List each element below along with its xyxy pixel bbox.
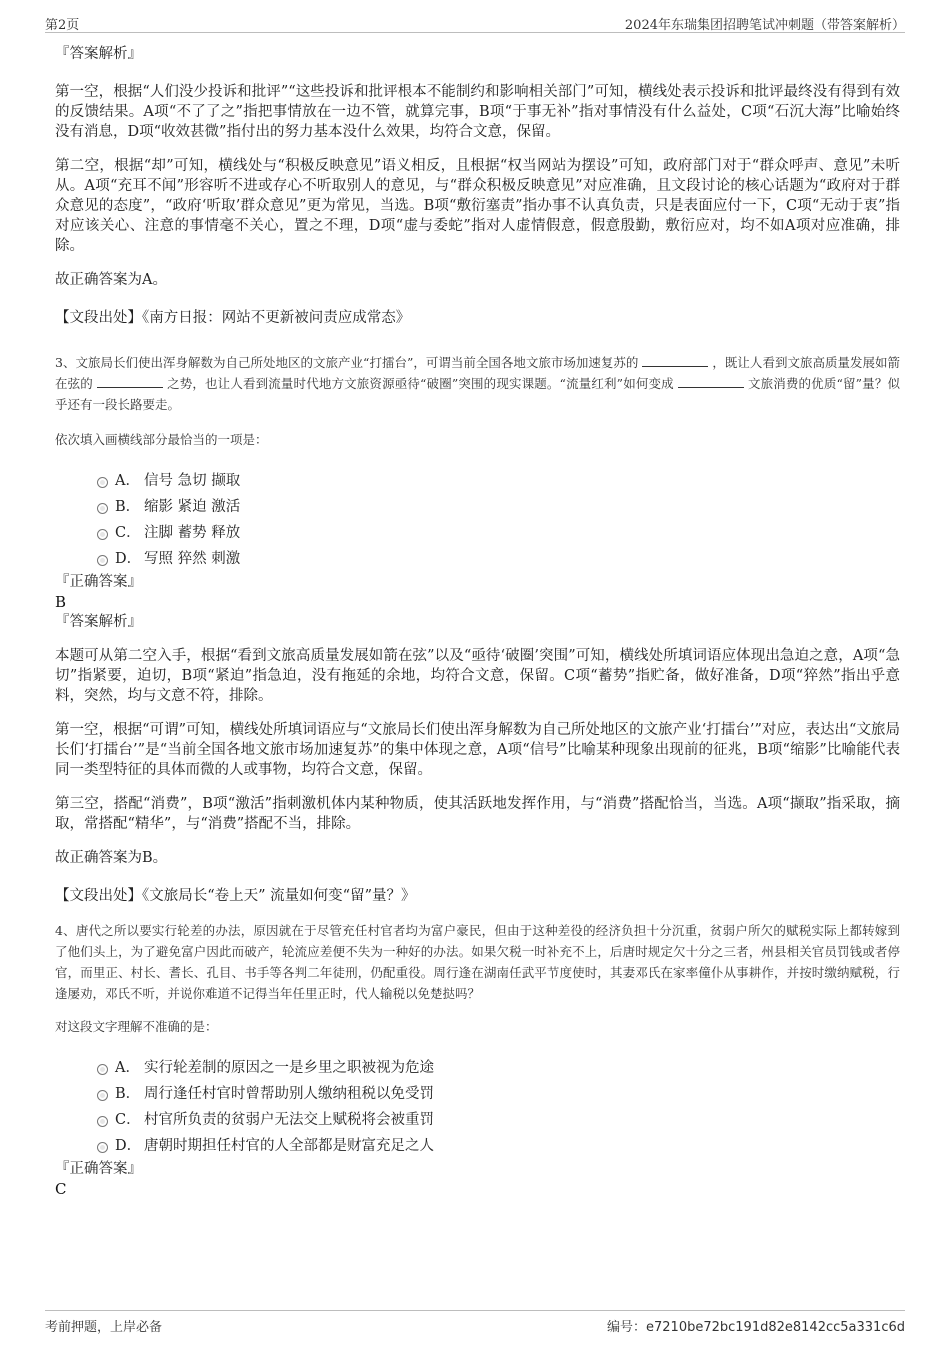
analysis-paragraph: 第二空，根据“却”可知，横线处与“积极反映意见”语义相反，且根据“权当网站为摆设”可知，政府部门对于“群众呼声、意见”未听从。A项“充耳不闻”形容听不进或存心不听取别人的意见，与“群众积极反映意见”对应准确，且文段讨论的核心话题为“政府对于群众意见的态度”，“政府‘听取’群众意见”更为常见，当选。B项“敷衍塞责”指办事不认真负责，只是表面应付一下，C项“无动于衷”指对应该关心、注意的事情毫不关心，置之不理，D项“虚与委蛇”指对人虚情假意，假意殷勤，敷衍应对，均不如A项对应准确，排除。 bbox=[55, 158, 900, 254]
correct-answer-value: B bbox=[55, 593, 67, 611]
fill-blank bbox=[678, 375, 744, 388]
source-citation: 【文段出处】《文旅局长“卷上天” 流量如何变“留”量？》 bbox=[55, 888, 416, 904]
radio-button-icon[interactable] bbox=[97, 477, 108, 488]
option-b[interactable]: B． 周行逢任村官时曾帮助别人缴纳租税以免受罚 bbox=[97, 1081, 900, 1107]
page-content bbox=[55, 44, 900, 1199]
radio-button-icon[interactable] bbox=[97, 1116, 108, 1127]
analysis-paragraph: 本题可从第二空入手，根据“看到文旅高质量发展如箭在弦”以及“亟待‘破圈’突围”可知，横线处所填词语应体现出急迫之意，A项“急切”指紧要，迫切，B项“紧迫”指急迫，没有拖延的余地，均符合文意，保留。C项“蓄势”指贮备，做好准备，D项“猝然”指出乎意料，突然，均与文意不符，排除。 bbox=[55, 648, 900, 704]
analysis-paragraph: 第一空，根据“人们没少投诉和批评”“这些投诉和批评根本不能制约和影响相关部门”可知，横线处表示投诉和批评最终没有得到有效的反馈结果。A项“不了了之”指把事情放在一边不管，就算完事，B项“于事无补”指对事情没有什么益处，C项“石沉大海”比喻始终没有消息，D项“收效甚微”指付出的努力基本没什么效果，均符合文意，保留。 bbox=[55, 84, 900, 140]
radio-button-icon[interactable] bbox=[97, 1064, 108, 1075]
question-4-stem: 4、唐代之所以要实行轮差的办法，原因就在于尽管充任村官者均为富户豪民，但由于这种差役的经济负担十分沉重，贫弱户所欠的赋税实际上都转嫁到了他们头上，为了避免富户因此而破产，轮流应差便不失为一种好的办法。如果欠税一时补充不上，后唐时规定欠十分之三者，州县相关官员罚钱或者停官，而里正、村长、耆长、孔目、书手等各判二年徒刑，仍配重役。周行逢在湖南任武平节度使时，其妻邓氏在家率僮仆从事耕作，并按时缴纳赋税，行逢屡劝，邓氏不听，并说你难道不记得当年任里正时，代人输税以免楚挞吗？ bbox=[55, 923, 900, 1001]
conclusion-text: 故正确答案为A。 bbox=[55, 272, 167, 288]
analysis-heading: 『答案解析』 bbox=[55, 614, 142, 630]
option-a[interactable]: A． 信号 急切 撷取 bbox=[97, 468, 900, 494]
question-3-stem: 3、文旅局长们使出浑身解数为自己所处地区的文旅产业“打擂台”，可谓当前全国各地文旅市场加速复苏的 ，既让人看到文旅高质量发展如箭在弦的 之势，也让人看到流量时代地方文旅资源亟待“破圈”突围的现实课题。“流量红利”如何变成 文旅消费的优质“留”量？似乎还有一段长路要走。 bbox=[55, 355, 900, 412]
fill-blank bbox=[642, 354, 708, 367]
correct-answer-value: C bbox=[55, 1180, 67, 1198]
document-title: 2024年东瑞集团招聘笔试冲刺题（带答案解析） bbox=[624, 18, 905, 33]
option-b[interactable]: B． 缩影 紧迫 激活 bbox=[97, 494, 900, 520]
radio-button-icon[interactable] bbox=[97, 1142, 108, 1153]
radio-button-icon[interactable] bbox=[97, 1090, 108, 1101]
option-a[interactable]: A． 实行轮差制的原因之一是乡里之职被视为危途 bbox=[97, 1055, 900, 1081]
radio-button-icon[interactable] bbox=[97, 529, 108, 540]
footer-slogan: 考前押题，上岸必备 bbox=[45, 1320, 163, 1335]
page-footer bbox=[45, 1310, 905, 1333]
radio-button-icon[interactable] bbox=[97, 555, 108, 566]
question-3-prompt: 依次填入画横线部分最恰当的一项是： bbox=[55, 432, 268, 447]
document-code: 编号：e7210be72bc191d82e8142cc5a331c6d bbox=[607, 1320, 905, 1335]
option-d[interactable]: D． 唐朝时期担任村官的人全部都是财富充足之人 bbox=[97, 1133, 900, 1159]
analysis-paragraph: 第三空，搭配“消费”，B项“激活”指刺激机体内某种物质，使其活跃地发挥作用，与“消费”搭配恰当，当选。A项“撷取”指采取，摘取，常搭配“精华”，与“消费”搭配不当，排除。 bbox=[55, 796, 900, 832]
correct-answer-heading: 『正确答案』 bbox=[55, 1161, 142, 1177]
question-4-prompt: 对这段文字理解不准确的是： bbox=[55, 1019, 218, 1034]
fill-blank bbox=[97, 375, 163, 388]
analysis-paragraph: 第一空，根据“可谓”可知，横线处所填词语应与“文旅局长们使出浑身解数为自己所处地区的文旅产业‘打擂台’”对应，表达出“文旅局长们‘打擂台’”是“当前全国各地文旅市场加速复苏”的集中体现之意，A项“信号”比喻某种现象出现前的征兆，B项“缩影”比喻能代表同一类型特征的具体而微的人或事物，均符合文意，保留。 bbox=[55, 722, 900, 778]
analysis-heading: 『答案解析』 bbox=[55, 46, 142, 62]
radio-button-icon[interactable] bbox=[97, 503, 108, 514]
option-c[interactable]: C． 村官所负责的贫弱户无法交上赋税将会被重罚 bbox=[97, 1107, 900, 1133]
conclusion-text: 故正确答案为B。 bbox=[55, 850, 168, 866]
question-3-options bbox=[97, 468, 900, 572]
page-header bbox=[45, 10, 905, 33]
question-4-options bbox=[97, 1055, 900, 1159]
option-d[interactable]: D． 写照 猝然 刺激 bbox=[97, 546, 900, 572]
option-c[interactable]: C． 注脚 蓄势 释放 bbox=[97, 520, 900, 546]
source-citation: 【文段出处】《南方日报：网站不更新被问责应成常态》 bbox=[55, 310, 411, 326]
page-number: 第2页 bbox=[45, 18, 80, 33]
correct-answer-heading: 『正确答案』 bbox=[55, 574, 142, 590]
